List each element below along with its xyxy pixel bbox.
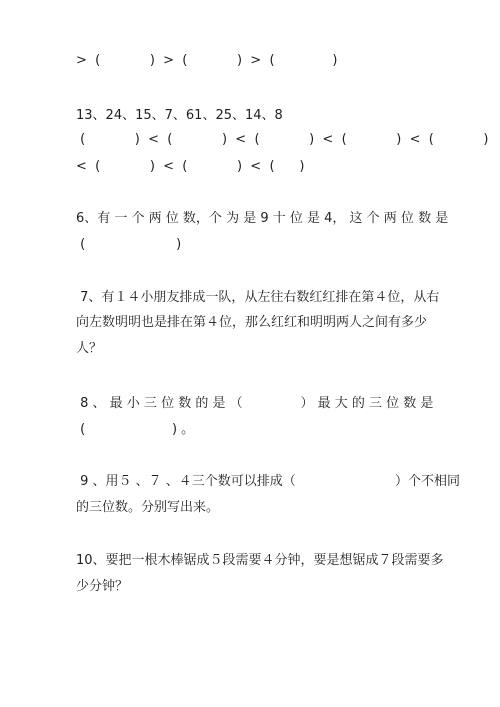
question-7-line-3: 人？: [76, 341, 103, 356]
question-8-line-1: 8 、 最 小 三 位 数 的 是 （ ） 最 大 的 三 位 数 是: [76, 396, 434, 411]
question-10-line-2: 少分钟？: [76, 579, 129, 594]
question-6-line-1: 6、有 一 个 两 位 数，个 为 是 9 十 位 是 4， 这 个 两 位 数 是: [76, 211, 449, 226]
number-sequence: 13、24、15、7、61、25、14、8: [76, 108, 283, 123]
question-7-line-1: 7、有１４小朋友排成一队，从左往右数红红排在第４位，从右: [76, 290, 440, 305]
question-9-line-1: 9 、用５ 、７ 、４三个数可以排成（ ）个不相同: [76, 474, 460, 489]
question-7-line-2: 向左数明明也是排在第４位，那么红红和明明两人之间有多少: [76, 315, 428, 330]
sequence-blanks-row-2: < ( ) < ( ) < ( ): [76, 159, 305, 174]
compare-blanks-top: > ( ) > ( ) > ( ): [76, 53, 338, 68]
question-8-line-2: ( ) 。: [76, 422, 195, 437]
question-10-line-1: 10、要把一根木棒锯成５段需要４分钟，要是想锯成７段需要多: [76, 553, 444, 568]
question-6-line-2: ( ): [76, 237, 182, 252]
sequence-blanks-row-1: ( ) < ( ) < ( ) < ( ) < ( ): [76, 132, 489, 147]
question-9-line-2: 的三位数。分别写出来。: [76, 500, 220, 515]
